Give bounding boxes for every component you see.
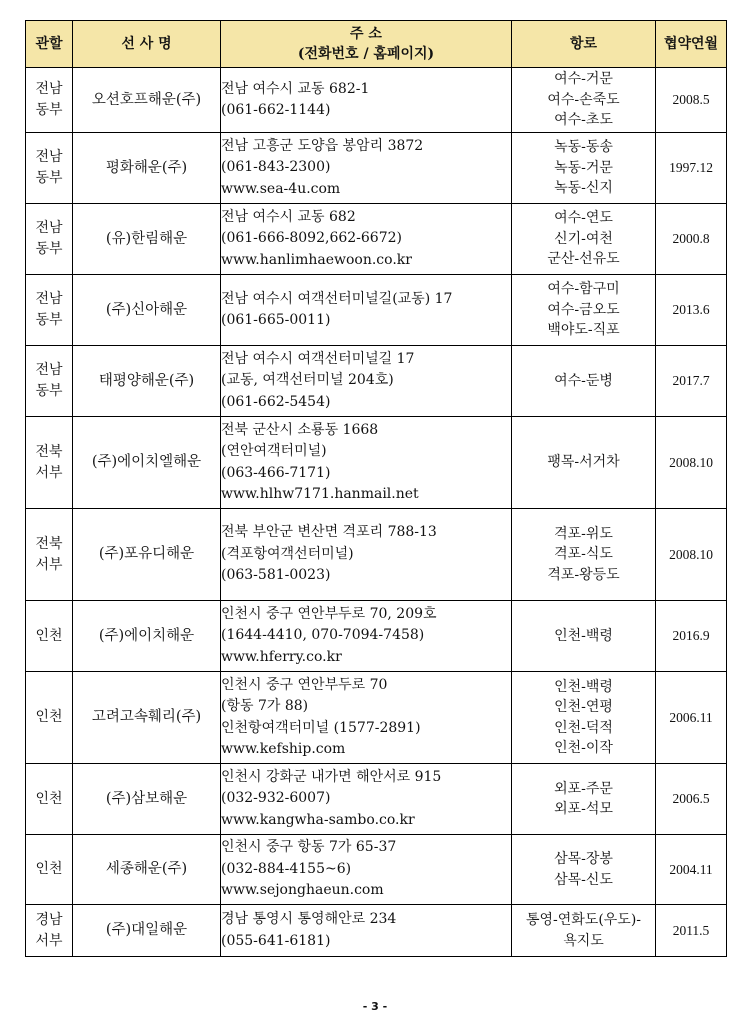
company-cell: 평화해운(주) xyxy=(73,133,221,204)
address-cell-line: 전남 여수시 교동 682 xyxy=(221,208,356,225)
route-cell-line: 여수-둔병 xyxy=(554,372,613,389)
company-cell: (주)신아해운 xyxy=(73,275,221,346)
route-cell-line: 녹동-동송 xyxy=(554,139,613,156)
company-cell: (주)에이치엘해운 xyxy=(73,417,221,509)
route-cell-line: 녹동-거문 xyxy=(554,159,613,176)
address-cell-line: 전북 부안군 변산면 격포리 788-13 xyxy=(221,524,437,541)
table-row xyxy=(26,672,727,764)
address-cell-line: (교동, 여객선터미널 204호) xyxy=(221,372,394,389)
route-cell-line: 인천-백령 xyxy=(554,678,613,695)
table-row xyxy=(26,275,727,346)
route-cell-line: 여수-금오도 xyxy=(547,301,620,318)
address-cell-line: 전북 군산시 소룡동 1668 xyxy=(221,421,379,438)
header-address xyxy=(221,21,512,68)
region-cell-line: 서부 xyxy=(35,932,63,949)
region-cell xyxy=(26,346,73,417)
header-address-subtitle: (전화번호 / 홈페이지) xyxy=(297,46,435,62)
agreement-date-cell: 2004.11 xyxy=(656,835,727,905)
address-cell-line: (항동 7가 88) xyxy=(221,698,309,714)
region-cell-line: 인천 xyxy=(35,627,63,644)
company-cell: (주)삼보해운 xyxy=(73,764,221,835)
address-cell-line: 경남 통영시 통영해안로 234 xyxy=(221,911,397,927)
route-cell xyxy=(512,346,656,417)
route-cell-line: 인천-백령 xyxy=(554,627,613,644)
agreement-date-cell: 2017.7 xyxy=(656,346,727,417)
region-cell xyxy=(26,417,73,509)
region-cell xyxy=(26,764,73,835)
agreement-date-cell: 2008.10 xyxy=(656,417,727,509)
route-cell xyxy=(512,275,656,346)
address-cell xyxy=(221,275,512,346)
address-cell-line: 전남 여수시 여객선터미널길(교동) 17 xyxy=(221,290,453,307)
address-cell xyxy=(221,672,512,764)
table-row xyxy=(26,417,727,509)
region-cell-line: 동부 xyxy=(35,241,63,257)
table-row xyxy=(26,509,727,601)
address-cell-line: (063-466-7171) xyxy=(221,464,331,481)
address-cell xyxy=(221,509,512,601)
address-cell-line: 인천항여객터미널 (1577-2891) xyxy=(221,719,421,736)
region-cell-line: 전남 xyxy=(35,291,63,307)
company-cell: (주)대일해운 xyxy=(73,905,221,957)
address-cell-line: (061-662-5454) xyxy=(221,393,331,410)
route-cell xyxy=(512,133,656,204)
table-row xyxy=(26,68,727,133)
route-cell-line: 여수-함구미 xyxy=(547,281,620,298)
route-cell xyxy=(512,509,656,601)
address-cell xyxy=(221,905,512,957)
address-cell-line: www.hferry.co.kr xyxy=(221,648,342,665)
agreement-table xyxy=(25,20,727,957)
company-cell: 오션호프해운(주) xyxy=(73,68,221,133)
region-cell-line: 전남 xyxy=(35,362,63,378)
company-cell: 태평양해운(주) xyxy=(73,346,221,417)
region-cell xyxy=(26,133,73,204)
address-cell-line: 전남 여수시 교동 682-1 xyxy=(221,80,370,97)
region-cell-line: 동부 xyxy=(35,312,63,328)
address-cell-line: (1644-4410, 070-7094-7458) xyxy=(221,627,425,644)
route-cell-line: 욕지도 xyxy=(563,932,604,949)
route-cell-line: 외포-주문 xyxy=(554,780,613,797)
region-cell-line: 동부 xyxy=(35,170,63,186)
address-cell-line: 인천시 중구 항동 7가 65-37 xyxy=(221,839,397,856)
region-cell-line: 전남 xyxy=(35,81,63,97)
table-row xyxy=(26,764,727,835)
route-cell-line: 격포-왕등도 xyxy=(547,566,620,583)
region-cell xyxy=(26,68,73,133)
table-row xyxy=(26,346,727,417)
address-cell-line: www.kangwha-sambo.co.kr xyxy=(221,811,415,828)
route-cell xyxy=(512,204,656,275)
address-cell-line: www.hanlimhaewoon.co.kr xyxy=(221,251,412,268)
address-cell-line: www.kefship.com xyxy=(221,741,346,757)
route-cell xyxy=(512,601,656,672)
address-cell-line: www.sejonghaeun.com xyxy=(221,882,384,899)
address-cell-line: 인천시 강화군 내가면 해안서로 915 xyxy=(221,768,442,785)
agreement-date-cell: 2006.5 xyxy=(656,764,727,835)
table-row xyxy=(26,204,727,275)
route-cell xyxy=(512,764,656,835)
region-cell-line: 서부 xyxy=(35,556,63,573)
route-cell xyxy=(512,672,656,764)
region-cell-line: 경남 xyxy=(35,911,63,928)
address-cell xyxy=(221,764,512,835)
address-cell-line: (061-666-8092,662-6672) xyxy=(221,230,402,247)
route-cell-line: 군산-선유도 xyxy=(547,251,620,268)
region-cell-line: 전북 xyxy=(35,535,63,552)
company-cell: 고려고속훼리(주) xyxy=(73,672,221,764)
route-cell xyxy=(512,417,656,509)
route-cell-line: 녹동-신지 xyxy=(554,180,613,197)
address-cell-line: (032-884-4155~6) xyxy=(221,860,352,877)
address-cell xyxy=(221,133,512,204)
company-cell: 세종해운(주) xyxy=(73,835,221,905)
table-row xyxy=(26,905,727,957)
route-cell-line: 외포-석모 xyxy=(554,801,613,817)
address-cell-line: (055-641-6181) xyxy=(221,932,331,949)
region-cell-line: 전남 xyxy=(35,220,63,236)
address-cell-line: (연안여객터미널) xyxy=(221,443,327,459)
route-cell-line: 팽목-서거차 xyxy=(547,454,620,471)
address-cell-line: www.hlhw7171.hanmail.net xyxy=(221,486,419,502)
address-cell-line: (061-665-0011) xyxy=(221,312,331,328)
agreement-date-cell: 1997.12 xyxy=(656,133,727,204)
agreement-date-cell: 2008.5 xyxy=(656,68,727,133)
agreement-date-cell: 2000.8 xyxy=(656,204,727,275)
header-region: 관할 xyxy=(26,21,73,68)
region-cell-line: 인천 xyxy=(35,709,63,725)
address-cell xyxy=(221,204,512,275)
header-company: 선 사 명 xyxy=(73,21,221,68)
address-cell-line: 전남 여수시 여객선터미널길 17 xyxy=(221,350,415,367)
agreement-date-cell: 2008.10 xyxy=(656,509,727,601)
address-cell-line: 인천시 중구 연안부두로 70, 209호 xyxy=(221,605,437,622)
address-cell-line: www.sea-4u.com xyxy=(221,180,341,197)
route-cell-line: 여수-연도 xyxy=(554,210,613,227)
region-cell-line: 인천 xyxy=(35,861,63,877)
route-cell-line: 신기-여천 xyxy=(554,230,613,247)
route-cell-line: 격포-식도 xyxy=(554,546,613,563)
page-number: - 3 - xyxy=(362,1000,388,1013)
region-cell-line: 동부 xyxy=(35,102,63,118)
agreement-date-cell: 2011.5 xyxy=(656,905,727,957)
route-cell-line: 삼목-신도 xyxy=(554,871,613,888)
region-cell xyxy=(26,204,73,275)
region-cell xyxy=(26,509,73,601)
route-cell-line: 격포-위도 xyxy=(554,525,613,542)
route-cell-line: 통영-연화도(우도)- xyxy=(525,912,642,928)
address-cell-line: 전남 고흥군 도양읍 봉암리 3872 xyxy=(221,137,424,154)
address-cell xyxy=(221,346,512,417)
company-cell: (주)에이치해운 xyxy=(73,601,221,672)
route-cell-line: 백야도-직포 xyxy=(547,322,620,339)
address-cell-line: (032-932-6007) xyxy=(221,790,331,807)
route-cell-line: 여수-초도 xyxy=(554,112,613,129)
route-cell-line: 인천-연평 xyxy=(554,699,613,715)
route-cell xyxy=(512,905,656,957)
table-row xyxy=(26,835,727,905)
region-cell xyxy=(26,905,73,957)
agreement-date-cell: 2016.9 xyxy=(656,601,727,672)
route-cell-line: 인천-덕적 xyxy=(554,719,613,736)
region-cell xyxy=(26,835,73,905)
address-cell-line: (063-581-0023) xyxy=(221,567,331,584)
company-cell: (주)포유디해운 xyxy=(73,509,221,601)
route-cell xyxy=(512,835,656,905)
region-cell xyxy=(26,672,73,764)
table-row xyxy=(26,601,727,672)
address-cell xyxy=(221,835,512,905)
header-date: 협약연월 xyxy=(656,21,727,68)
region-cell-line: 서부 xyxy=(35,464,63,481)
address-cell-line: 인천시 중구 연안부두로 70 xyxy=(221,676,388,693)
address-cell xyxy=(221,68,512,133)
address-cell-line: (격포항여객선터미널) xyxy=(221,545,354,562)
region-cell xyxy=(26,275,73,346)
region-cell xyxy=(26,601,73,672)
agreement-date-cell: 2013.6 xyxy=(656,275,727,346)
region-cell-line: 인천 xyxy=(35,790,63,807)
address-cell-line: (061-843-2300) xyxy=(221,159,331,176)
route-cell-line: 여수-손죽도 xyxy=(547,91,620,108)
table-row xyxy=(26,133,727,204)
route-cell xyxy=(512,68,656,133)
header-address-title: 주 소 xyxy=(350,26,382,42)
address-cell xyxy=(221,601,512,672)
table-header-row xyxy=(26,21,727,68)
route-cell-line: 인천-이작 xyxy=(554,740,613,756)
agreement-date-cell: 2006.11 xyxy=(656,672,727,764)
route-cell-line: 여수-거문 xyxy=(554,71,613,88)
address-cell xyxy=(221,417,512,509)
region-cell-line: 전북 xyxy=(35,443,63,460)
company-cell: (유)한림해운 xyxy=(73,204,221,275)
region-cell-line: 전남 xyxy=(35,149,63,165)
route-cell-line: 삼목-장봉 xyxy=(554,851,613,867)
region-cell-line: 동부 xyxy=(35,383,63,399)
header-route: 항로 xyxy=(512,21,656,68)
address-cell-line: (061-662-1144) xyxy=(221,102,331,118)
